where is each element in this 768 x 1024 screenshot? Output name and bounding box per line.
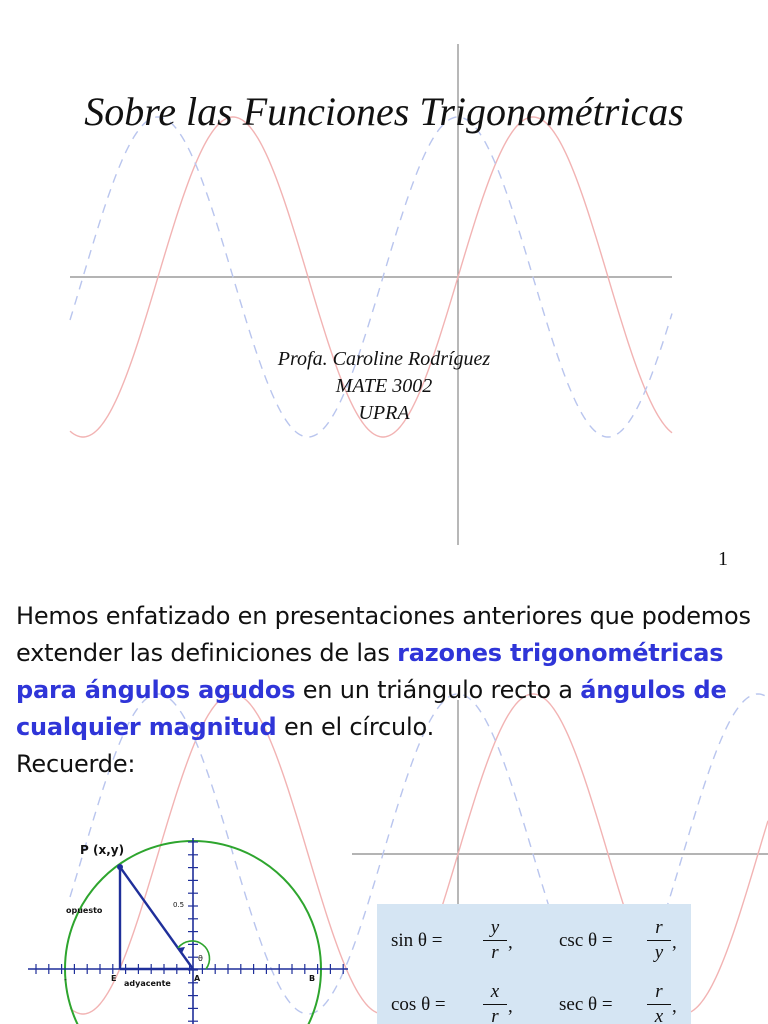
- fraction-bar: [647, 1004, 671, 1005]
- institution: UPRA: [358, 402, 410, 424]
- opposite-label: opuesto: [66, 906, 103, 915]
- csc-label: csc θ =: [559, 930, 613, 951]
- sin-label: sin θ =: [391, 930, 443, 951]
- course-code: MATE 3002: [335, 375, 433, 397]
- paragraph-text: en el círculo.: [276, 713, 434, 741]
- highlight-any-magnitude: ángulos de cualquier magnitud: [16, 676, 727, 741]
- author-name: Profa. Caroline Rodríguez: [277, 348, 491, 370]
- denominator: y: [654, 942, 664, 963]
- numerator: x: [490, 981, 500, 1002]
- denominator: r: [491, 1006, 499, 1024]
- adjacent-label: adyacente: [124, 979, 171, 988]
- formula-row-cos-sec: [377, 976, 691, 1024]
- csc-fraction: [647, 918, 671, 963]
- fraction-bar: [483, 940, 507, 941]
- tick-label-half: 0.5: [173, 901, 185, 909]
- sin-fraction: [483, 918, 507, 963]
- denominator: r: [491, 942, 499, 963]
- minus-one-label: -: [64, 975, 67, 984]
- author-block: [0, 346, 768, 427]
- comma: ,: [672, 996, 677, 1017]
- formula-row-sin-csc: [377, 912, 691, 968]
- content-slide: [0, 580, 768, 1024]
- paragraph-text: Hemos enfatizado en presentaciones anteriores que podemos extender las definiciones de las: [16, 602, 751, 667]
- point-e-label: E: [111, 974, 117, 983]
- point-b-label: B: [309, 974, 316, 983]
- sec-label: sec θ =: [559, 994, 613, 1015]
- comma: ,: [672, 932, 677, 953]
- axis-ticks: [36, 842, 343, 1021]
- fraction-bar: [483, 1004, 507, 1005]
- page-number: 1: [718, 548, 728, 570]
- comma: ,: [508, 996, 513, 1017]
- cos-label: cos θ =: [391, 994, 446, 1015]
- trig-formulas-box: [377, 904, 691, 1024]
- unit-circle-figure: [28, 836, 358, 1024]
- fraction-bar: [647, 940, 671, 941]
- numerator: r: [655, 917, 663, 938]
- paragraph-text: en un triángulo recto a: [295, 676, 581, 704]
- comma: ,: [508, 932, 513, 953]
- point-p: [117, 864, 123, 870]
- slide-title: Sobre las Funciones Trigonométricas: [84, 89, 684, 134]
- sec-fraction: [647, 982, 671, 1024]
- highlight-acute-angles: razones trigonométricas para ángulos agudos: [16, 639, 724, 704]
- numerator: r: [655, 981, 663, 1002]
- numerator: y: [490, 917, 500, 938]
- recuerde-label: Recuerde:: [16, 750, 136, 778]
- hypotenuse: [120, 867, 193, 969]
- point-a-label: A: [194, 974, 201, 983]
- point-p-label: P (x,y): [80, 843, 125, 857]
- theta-label: θ: [198, 954, 203, 963]
- denominator: x: [654, 1006, 664, 1024]
- cos-fraction: [483, 982, 507, 1024]
- intro-paragraph: [16, 598, 756, 783]
